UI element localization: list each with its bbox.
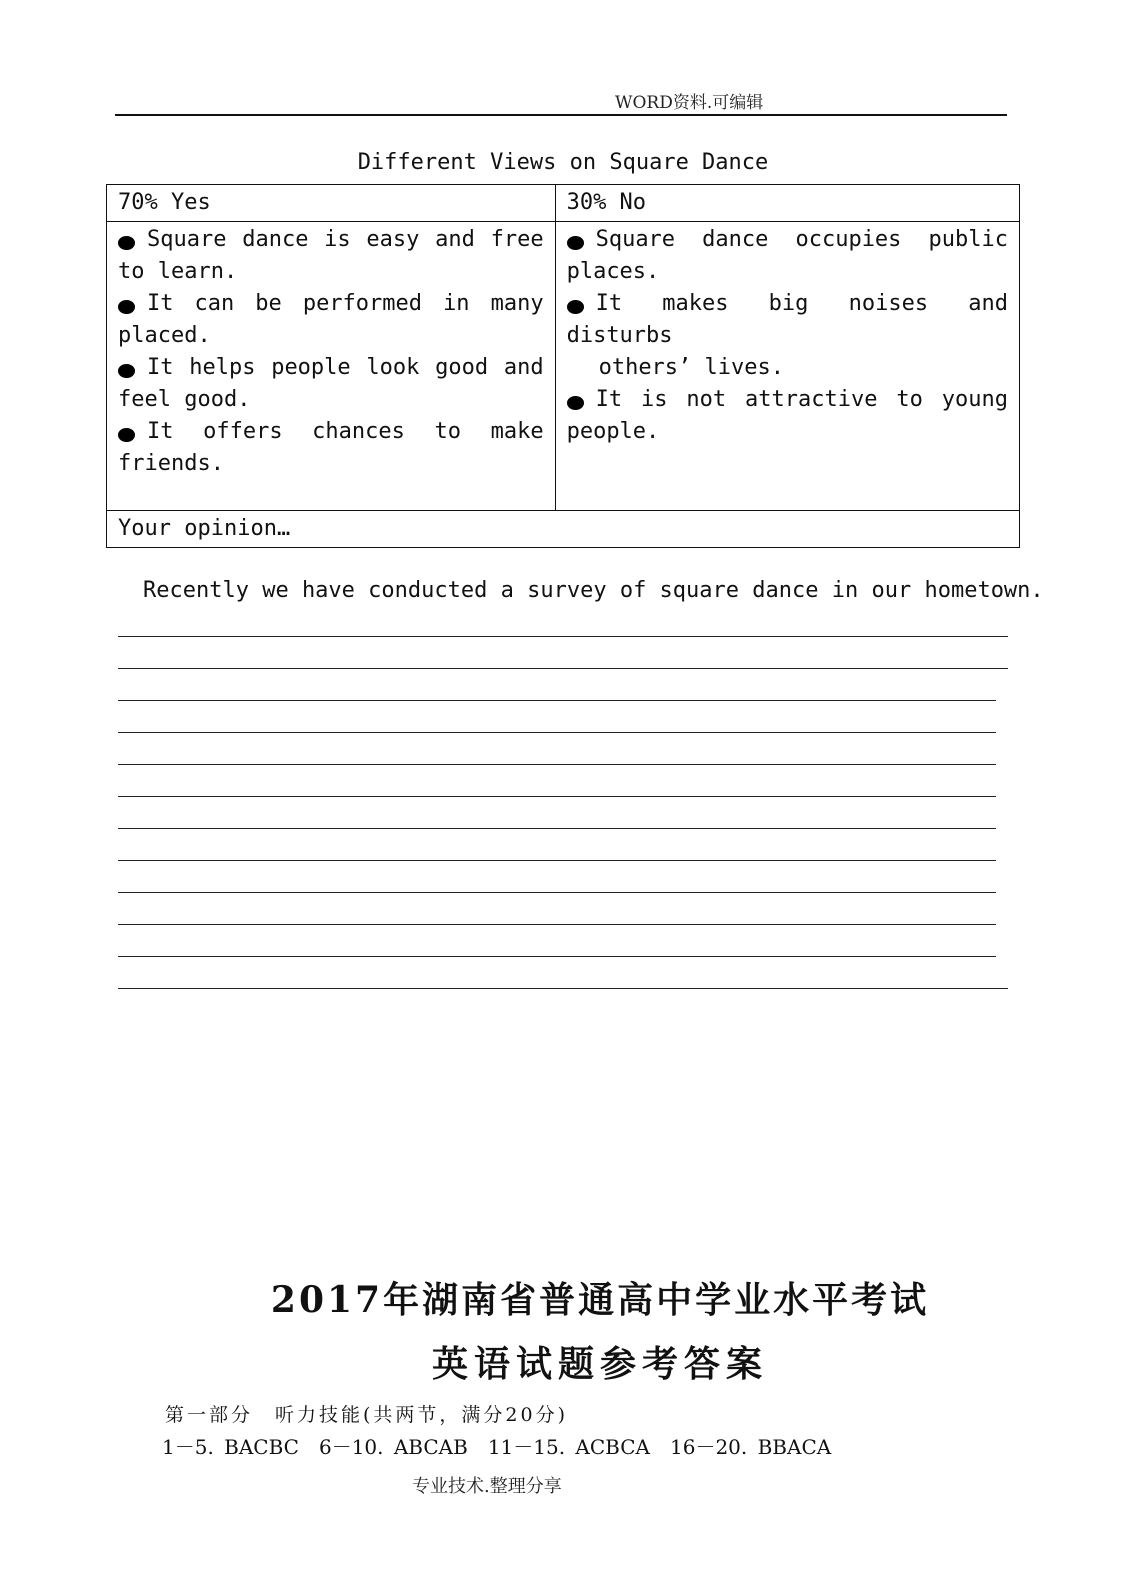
writing-line: [118, 956, 996, 957]
table-title: Different Views on Square Dance: [357, 150, 769, 175]
writing-line: [118, 700, 996, 701]
views-table: [106, 184, 1020, 548]
bullet-icon: [567, 396, 584, 410]
yes-points-cell: [107, 222, 556, 511]
exam-title: 2017年湖南省普通高中学业水平考试: [270, 1279, 930, 1321]
no-header: 30% No: [555, 185, 1019, 222]
writing-line: [118, 732, 996, 733]
answer-key-title: 英语试题参考答案: [431, 1343, 768, 1385]
writing-line: [118, 892, 996, 893]
writing-line: [118, 860, 996, 861]
writing-line: [118, 636, 1008, 637]
page-footer: 专业技术.整理分享: [412, 1476, 562, 1497]
writing-line: [118, 668, 1008, 669]
writing-line: [118, 796, 996, 797]
writing-line: [118, 828, 996, 829]
bullet-icon: [118, 300, 135, 314]
no-point: It is not attractive to young people.: [566, 387, 1008, 444]
yes-point: It can be performed in many placed.: [118, 291, 544, 348]
bullet-icon: [118, 236, 135, 250]
yes-point: Square dance is easy and free to learn.: [118, 227, 544, 284]
answers-line: 1－5. BACBC 6－10. ABCAB 11－15. ACBCA 16－20. BBACA: [162, 1435, 832, 1459]
yes-point: It offers chances to make friends.: [118, 419, 544, 476]
no-point: It makes big noises and disturbs others’ lives.: [566, 291, 1008, 380]
opinion-row: Your opinion…: [107, 511, 1020, 548]
writing-line: [118, 764, 996, 765]
part-one-heading: 第一部分 听力技能(共两节，满分20分): [165, 1404, 569, 1426]
page-header: WORD资料.可编辑: [615, 93, 764, 113]
bullet-icon: [567, 236, 584, 250]
essay-intro: Recently we have conducted a survey of square dance in our hometown.: [143, 578, 1044, 603]
yes-header: 70% Yes: [107, 185, 556, 222]
no-points-cell: [555, 222, 1019, 511]
writing-line: [118, 988, 1008, 989]
writing-lines: [118, 636, 1008, 1020]
yes-point: It helps people look good and feel good.: [118, 355, 544, 412]
bullet-icon: [118, 364, 135, 378]
no-point: Square dance occupies public places.: [566, 227, 1008, 284]
bullet-icon: [118, 428, 135, 442]
header-rule: [115, 114, 1007, 116]
bullet-icon: [567, 300, 584, 314]
writing-line: [118, 924, 996, 925]
